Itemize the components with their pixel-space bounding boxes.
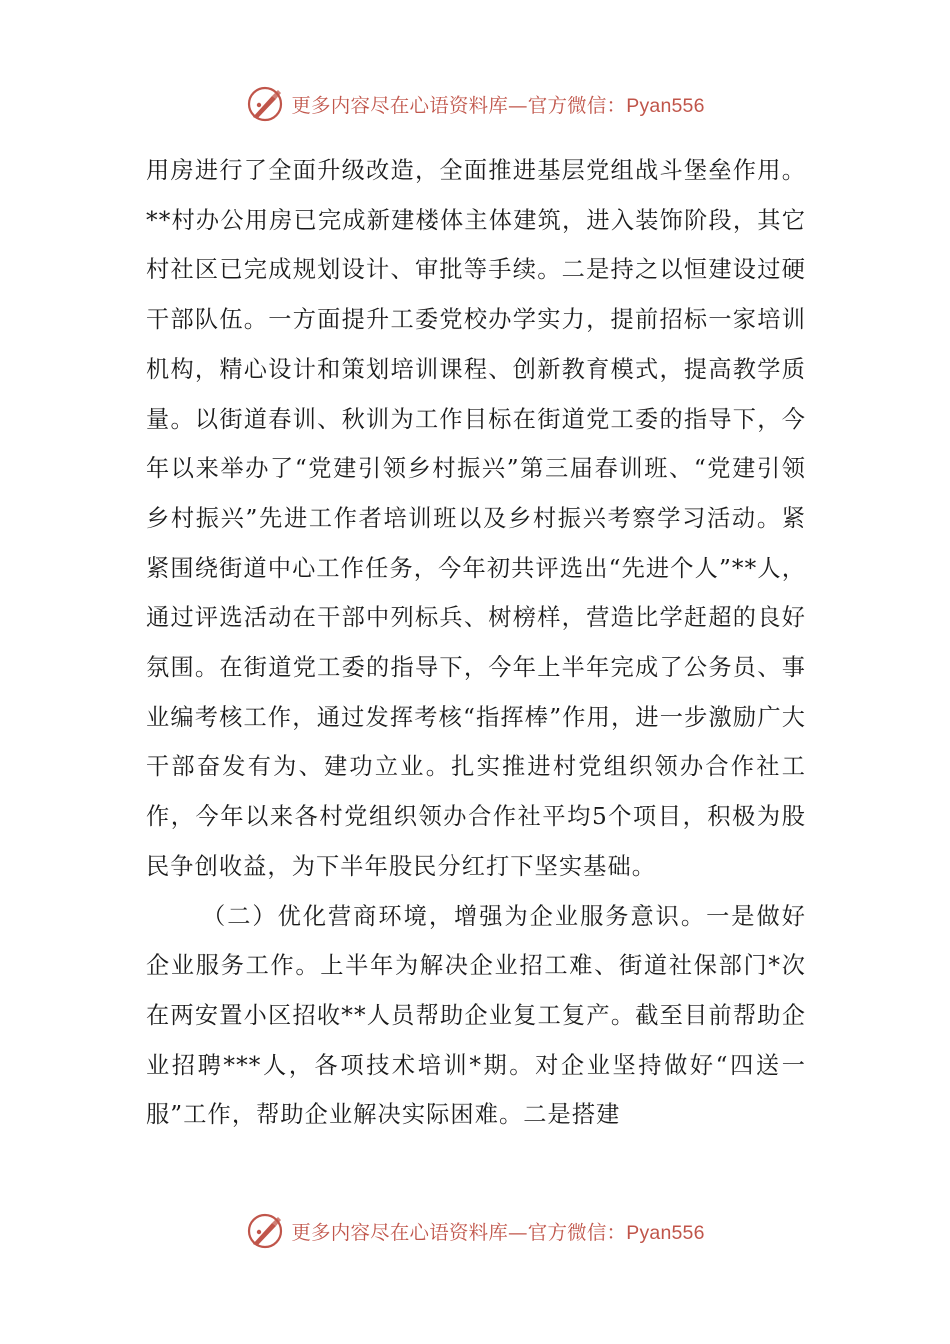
pen-logo-icon — [245, 1211, 285, 1251]
banner-site-name: 更多内容尽在心语资料库— — [291, 94, 528, 117]
footer-banner — [0, 1209, 950, 1253]
header-banner — [0, 82, 950, 126]
paragraph-1: 用房进行了全面升级改造，全面推进基层党组战斗堡垒作用。**村办公用房已完成新建楼体主体建筑，进入装饰阶段，其它村社区已完成规划设计、审批等手续。二是持之以恒建设过硬干部队伍。一方面提升工委党校办学实力，提前招标一家培训机构，精心设计和策划培训课程、创新教育模式，提高教学质量。以街道春训、秋训为工作目标在街道党工委的指导下，今年以来举办了“党建引领乡村振兴”第三届春训班、“党建引领乡村振兴”先进工作者培训班以及乡村振兴考察学习活动。紧紧围绕街道中心工作任务，今年初共评选出“先进个人”**人，通过评选活动在干部中列标兵、树榜样，营造比学赶超的良好氛围。在街道党工委的指导下，今年上半年完成了公务员、事业编考核工作，通过发挥考核“指挥棒”作用，进一步激励广大干部奋发有为、建功立业。扎实推进村党组织领办合作社工作，今年以来各村党组织领办合作社平均5个项目，积极为股民争创收益，为下半年股民分红打下坚实基础。 — [146, 157, 806, 880]
banner-wechat-label: 官方微信： — [527, 94, 627, 117]
banner-site-name: 更多内容尽在心语资料库— — [291, 1221, 528, 1244]
banner-wechat-id: Pyan556 — [626, 1222, 705, 1244]
banner-wechat-id: Pyan556 — [626, 95, 705, 117]
paragraph-2: （二）优化营商环境，增强为企业服务意识。一是做好企业服务工作。上半年为解决企业招工难、街道社保部门*次在两安置小区招收**人员帮助企业复工复产。截至目前帮助企业招聘***人，各项技术培训*期。对企业坚持做好“四送一服”工作，帮助企业解决实际困难。二是搭建 — [146, 902, 806, 1129]
pen-logo-icon — [245, 84, 285, 124]
banner-text — [291, 90, 704, 118]
banner-text — [291, 1217, 704, 1245]
document-body — [146, 146, 806, 1140]
banner-wechat-label: 官方微信： — [527, 1221, 627, 1244]
